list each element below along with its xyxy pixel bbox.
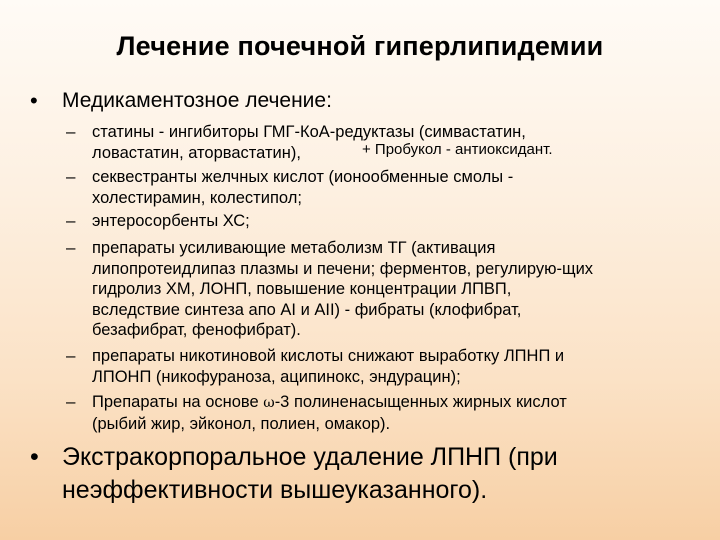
- bullet-dot: •: [30, 443, 39, 471]
- list-item-line: безафибрат, фенофибрат).: [92, 321, 301, 339]
- list-item-sequestrants: [92, 167, 692, 208]
- list-item-fibrates: [92, 238, 692, 341]
- list-item-line: препараты никотиновой кислоты снижают выработку ЛПНП и: [92, 347, 565, 365]
- list-item-nicotinic-acid: [92, 346, 692, 387]
- list-item-line: статины - ингибиторы ГМГ-КоА-редуктазы (симвастатин,: [92, 123, 526, 141]
- bullet-dot: •: [30, 88, 38, 113]
- list-item-line: холестирамин, колестипол;: [92, 188, 302, 207]
- list-item-line: ЛПОНП (никофураноза, аципинокс, эндурацин);: [92, 367, 461, 386]
- bullet-line: Экстракорпоральное удаление ЛПНП (при: [62, 443, 558, 471]
- list-item-line: препараты усиливающие метаболизм ТГ (активация: [92, 239, 496, 257]
- list-item-line: липопротеидлипаз плазмы и печени; ферментов, регулирую-щих: [92, 259, 594, 278]
- dash-marker: –: [66, 238, 76, 257]
- bullet-text-medication: Медикаментозное лечение:: [62, 89, 332, 112]
- probukol-note: + Пробукол - антиоксидант.: [362, 141, 553, 158]
- list-item-omega3: [92, 392, 692, 434]
- list-item-line: ловастатин, аторвастатин),: [92, 143, 301, 162]
- list-item-enterosorbents: [92, 211, 692, 232]
- dash-marker: –: [66, 122, 76, 141]
- list-item-line: [92, 392, 692, 414]
- dash-marker: –: [66, 211, 76, 230]
- omega-symbol: ω: [263, 395, 275, 411]
- list-item-line: секвестранты желчных кислот (ионообменные смолы -: [92, 168, 514, 186]
- bullet-text-extracorporeal: [62, 441, 702, 507]
- list-item-line: гидролиз ХМ, ЛОНП, повышение концентрации ЛПВП,: [92, 280, 512, 298]
- list-item-line: (рыбий жир, эйконол, полиен, омакор).: [92, 414, 391, 433]
- list-item-line: энтеросорбенты ХС;: [92, 212, 250, 230]
- dash-marker: –: [66, 346, 76, 365]
- bullet-line: неэффективности вышеуказанного).: [62, 476, 488, 504]
- dash-marker: –: [66, 167, 76, 186]
- omega-prefix: Препараты на основе: [92, 393, 259, 411]
- slide-title: Лечение почечной гиперлипидемии: [116, 31, 604, 61]
- list-item-line: вследствие синтеза апо AI и AII) - фибраты (клофибрат,: [92, 300, 522, 319]
- dash-marker: –: [66, 392, 76, 411]
- omega-suffix: -3 полиненасыщенных жирных кислот: [274, 393, 567, 411]
